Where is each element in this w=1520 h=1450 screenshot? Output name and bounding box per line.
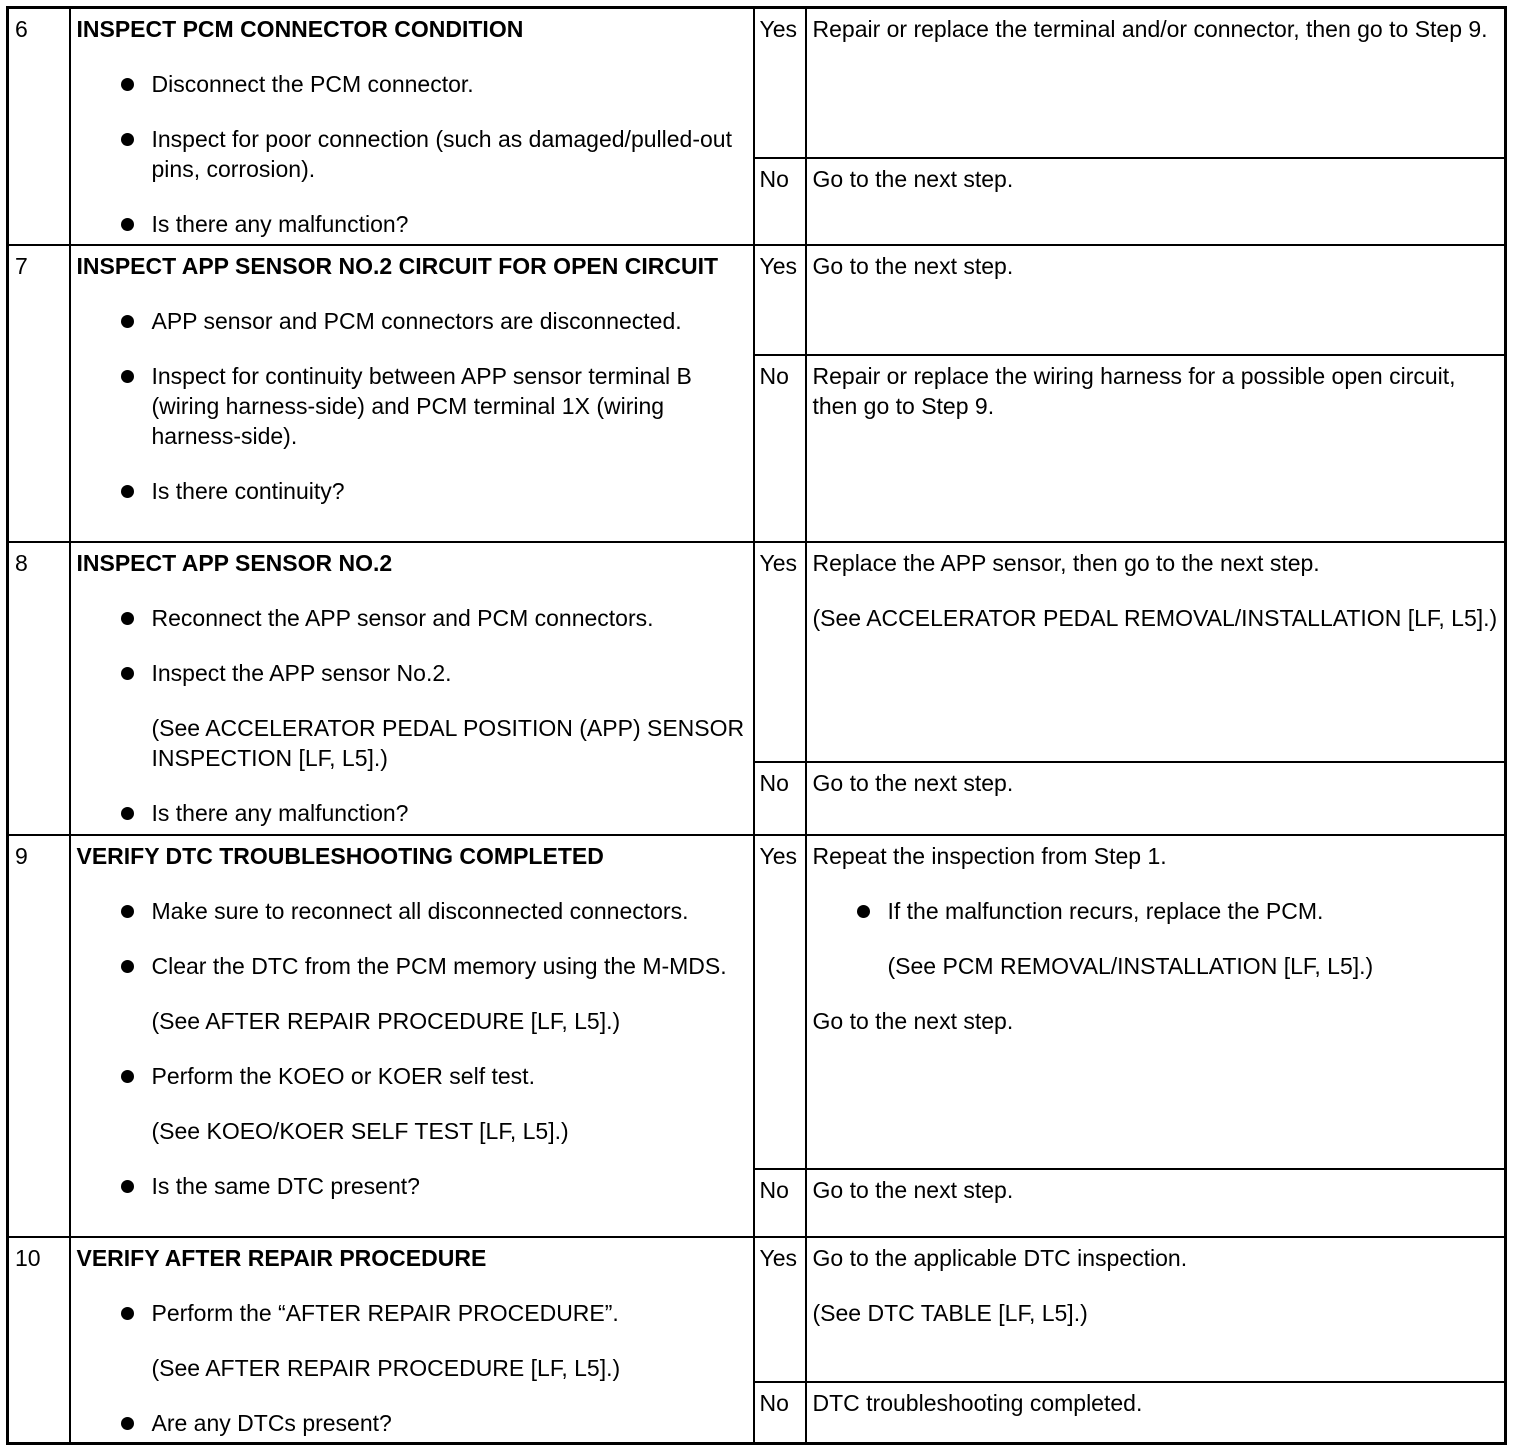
action-bullet: Inspect the APP sensor No.2. xyxy=(77,658,747,688)
no-label: No xyxy=(754,158,806,245)
no-label: No xyxy=(754,1382,806,1444)
action-bullet: Clear the DTC from the PCM memory using the M-MDS. xyxy=(77,951,747,981)
step-number: 7 xyxy=(8,245,70,542)
step-actions xyxy=(70,835,754,1237)
yes-label: Yes xyxy=(754,8,806,158)
step-number: 8 xyxy=(8,542,70,835)
action-bullet: Disconnect the PCM connector. xyxy=(77,69,747,99)
step-actions xyxy=(70,1237,754,1444)
action-bullet: Is there any malfunction? xyxy=(77,798,747,828)
yes-result: Repair or replace the terminal and/or connector, then go to Step 9. xyxy=(806,8,1506,158)
action-bullet: APP sensor and PCM connectors are disconnected. xyxy=(77,306,747,336)
action-bullet: Inspect for poor connection (such as damaged/pulled-out pins, corrosion). xyxy=(77,124,747,184)
step-title: INSPECT APP SENSOR NO.2 xyxy=(76,549,393,576)
step-title: VERIFY AFTER REPAIR PROCEDURE xyxy=(76,1244,487,1271)
action-bullet: Perform the KOEO or KOER self test. xyxy=(77,1061,747,1091)
step-title: INSPECT APP SENSOR NO.2 CIRCUIT FOR OPEN CIRCUIT xyxy=(76,252,719,279)
troubleshooting-table xyxy=(6,6,1507,1445)
step-title: VERIFY DTC TROUBLESHOOTING COMPLETED xyxy=(76,842,604,869)
step-number: 9 xyxy=(8,835,70,1237)
step-number: 10 xyxy=(8,1237,70,1444)
yes-label: Yes xyxy=(754,835,806,1169)
yes-label: Yes xyxy=(754,542,806,762)
no-result: DTC troubleshooting completed. xyxy=(806,1382,1506,1444)
no-result: Repair or replace the wiring harness for a possible open circuit, then go to Step 9. xyxy=(806,355,1506,542)
yes-result xyxy=(806,542,1506,762)
no-label: No xyxy=(754,1169,806,1237)
action-bullet: Reconnect the APP sensor and PCM connectors. xyxy=(77,603,747,633)
action-reference: (See ACCELERATOR PEDAL POSITION (APP) SENSOR INSPECTION [LF, L5].) xyxy=(151,714,745,771)
action-bullet: Is there continuity? xyxy=(77,476,747,506)
no-result: Go to the next step. xyxy=(806,1169,1506,1237)
action-bullet: Make sure to reconnect all disconnected connectors. xyxy=(77,896,747,926)
action-bullet: Perform the “AFTER REPAIR PROCEDURE”. xyxy=(77,1298,747,1328)
yes-label: Yes xyxy=(754,245,806,355)
no-label: No xyxy=(754,762,806,835)
no-result: Go to the next step. xyxy=(806,762,1506,835)
yes-text: Replace the APP sensor, then go to the next step. xyxy=(812,549,1320,576)
action-bullet: Is there any malfunction? xyxy=(77,209,747,239)
step-actions xyxy=(70,542,754,835)
yes-bullet: If the malfunction recurs, replace the PCM. xyxy=(813,896,1499,926)
step-title: INSPECT PCM CONNECTOR CONDITION xyxy=(76,16,524,42)
yes-text: Repeat the inspection from Step 1. xyxy=(812,842,1167,869)
action-reference: (See KOEO/KOER SELF TEST [LF, L5].) xyxy=(151,1117,569,1144)
step-actions xyxy=(70,245,754,542)
action-bullet: Inspect for continuity between APP sensor terminal B (wiring harness-side) and PCM terminal 1X (wiring harness-side). xyxy=(77,361,747,451)
yes-after-text: Go to the next step. xyxy=(812,1007,1014,1034)
action-reference: (See AFTER REPAIR PROCEDURE [LF, L5].) xyxy=(151,1354,621,1381)
no-result: Go to the next step. xyxy=(806,158,1506,245)
action-bullet: Is the same DTC present? xyxy=(77,1171,747,1201)
yes-label: Yes xyxy=(754,1237,806,1382)
action-bullet: Are any DTCs present? xyxy=(77,1408,747,1438)
step-actions xyxy=(70,8,754,245)
step-number: 6 xyxy=(8,8,70,245)
no-label: No xyxy=(754,355,806,542)
yes-reference: (See PCM REMOVAL/INSTALLATION [LF, L5].) xyxy=(887,952,1374,979)
yes-reference: (See DTC TABLE [LF, L5].) xyxy=(812,1299,1088,1326)
yes-reference: (See ACCELERATOR PEDAL REMOVAL/INSTALLATION [LF, L5].) xyxy=(812,604,1498,631)
yes-text: Go to the applicable DTC inspection. xyxy=(812,1244,1188,1271)
yes-result: Go to the next step. xyxy=(806,245,1506,355)
yes-result xyxy=(806,835,1506,1169)
action-reference: (See AFTER REPAIR PROCEDURE [LF, L5].) xyxy=(151,1007,621,1034)
yes-result xyxy=(806,1237,1506,1382)
